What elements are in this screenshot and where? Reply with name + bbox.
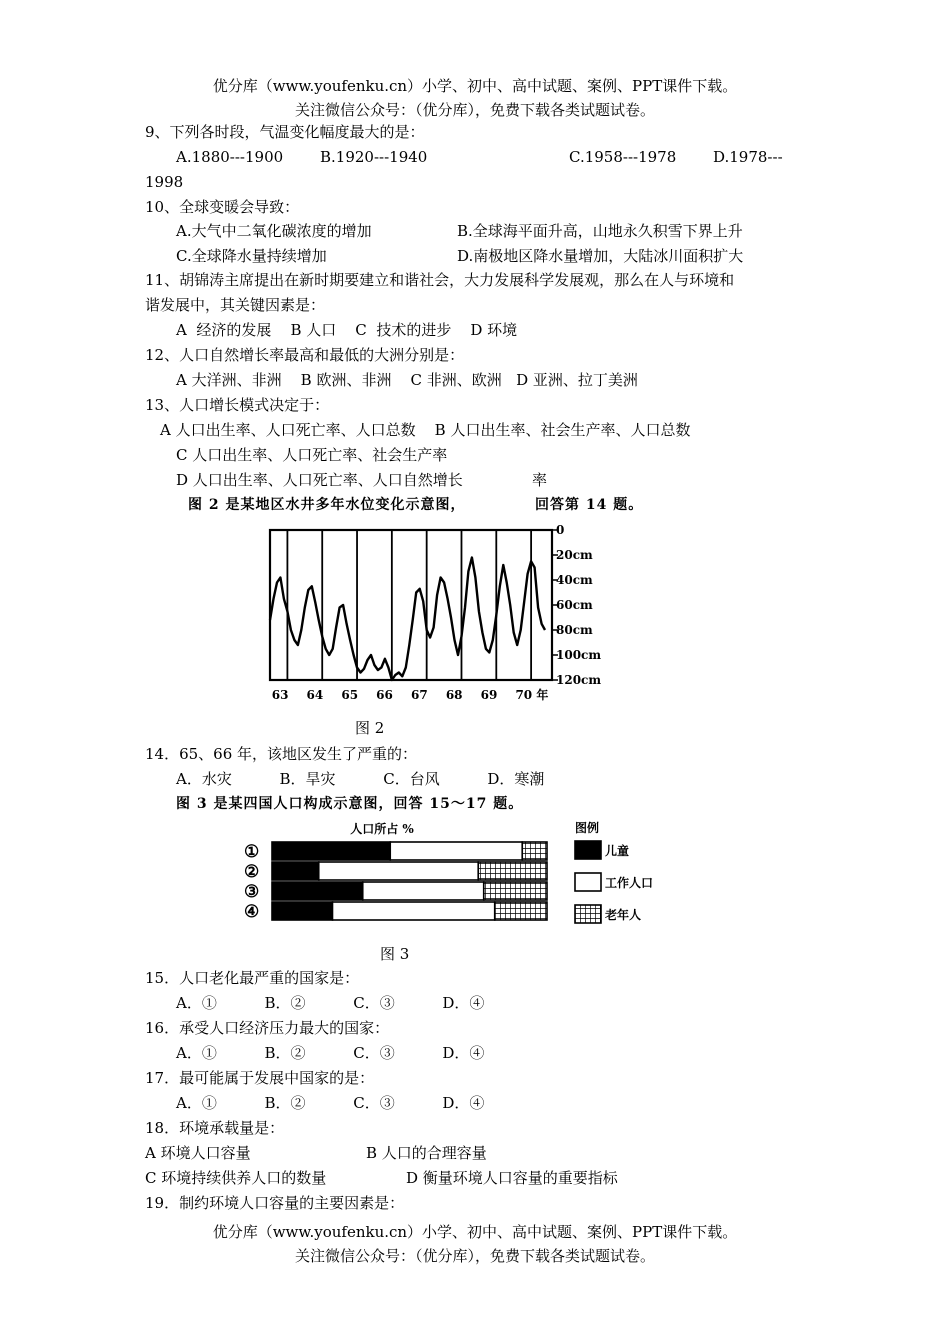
y-tick-label: 0 — [556, 523, 565, 537]
fig2-caption: 图 2 — [355, 719, 385, 737]
x-tick-label: 68 — [445, 688, 463, 702]
bar-segment-children — [272, 902, 333, 920]
footer-line-2: 关注微信公众号：（优分库），免费下载各类试题试卷。 — [294, 1247, 655, 1265]
x-tick-label: 67 — [411, 688, 428, 702]
q13-stem: 13、人口增长模式决定于： — [145, 396, 330, 414]
fig3-chart-title: 人口所占 % — [350, 822, 414, 836]
y-tick-label: 60cm — [556, 598, 593, 612]
y-tick-label: 40cm — [556, 573, 593, 587]
bar-segment-working — [319, 862, 479, 880]
q10-option-b: B.全球海平面升高，山地永久积雪下界上升 — [457, 222, 743, 240]
x-tick-label: 69 — [480, 688, 498, 702]
legend-label: 工作人口 — [605, 876, 654, 890]
fig2-intro-left: 图 2 是某地区水井多年水位变化示意图， — [188, 497, 466, 513]
population-structure-chart — [240, 818, 670, 930]
q17-stem: 17．最可能属于发展中国家的是： — [145, 1069, 375, 1087]
bar-segment-working — [333, 902, 495, 920]
q10-stem: 10、全球变暖会导致： — [145, 198, 300, 216]
y-tick-label: 100cm — [556, 648, 602, 662]
q18-option-d: D 衡量环境人口容量的重要指标 — [406, 1169, 618, 1187]
x-tick-label: 66 — [376, 688, 393, 702]
fig2-intro-right: 回答第 14 题。 — [535, 497, 644, 513]
q13-option-c: C 人口出生率、人口死亡率、社会生产率 — [176, 446, 448, 464]
header-line-2: 关注微信公众号：（优分库），免费下载各类试题试卷。 — [294, 101, 655, 119]
q10-option-d: D.南极地区降水量增加，大陆冰川面积扩大 — [457, 247, 744, 265]
q18-option-a: A 环境人口容量 — [145, 1144, 251, 1162]
q18-option-b: B 人口的合理容量 — [366, 1144, 487, 1162]
q17-options: A．① B．② C．③ D．④ — [176, 1094, 485, 1112]
country-label: ③ — [244, 882, 260, 902]
country-label: ② — [244, 862, 260, 882]
q11-stem-2: 谐发展中，其关键因素是： — [145, 296, 326, 314]
bar-segment-working — [390, 842, 522, 860]
q9-stem: 9、下列各时段，气温变化幅度最大的是： — [145, 123, 425, 141]
bar-segment-children — [272, 842, 390, 860]
q13-option-d-tail: 率 — [532, 471, 548, 489]
q9-option-d: D.1978--- — [713, 148, 783, 166]
q18-option-c: C 环境持续供养人口的数量 — [145, 1169, 327, 1187]
q9-option-a: A.1880---1900 — [176, 148, 284, 166]
x-tick-label: 70 年 — [515, 688, 549, 702]
bar-segment-children — [272, 862, 319, 880]
bar-segment-elderly — [484, 882, 547, 900]
country-label: ④ — [244, 902, 260, 922]
legend-swatch — [575, 841, 601, 859]
y-tick-label: 20cm — [556, 548, 593, 562]
q10-option-a: A.大气中二氧化碳浓度的增加 — [176, 222, 372, 240]
q19-stem: 19．制约环境人口容量的主要因素是： — [145, 1194, 405, 1212]
y-tick-label: 80cm — [556, 623, 593, 637]
q14-options: A．水灾 B．旱灾 C．台风 D．寒潮 — [176, 770, 545, 788]
q11-options: A 经济的发展 B 人口 C 技术的进步 D 环境 — [176, 321, 518, 339]
bar-segment-elderly — [478, 862, 547, 880]
legend-label: 儿童 — [605, 844, 630, 858]
header-line-1: 优分库（www.youfenku.cn）小学、初中、高中试题、案例、PPT课件下载。 — [212, 77, 738, 95]
y-tick-label: 120cm — [556, 673, 602, 687]
q13-option-d: D 人口出生率、人口死亡率、人口自然增长 — [176, 471, 463, 489]
q15-stem: 15．人口老化最严重的国家是： — [145, 969, 360, 987]
bar-segment-elderly — [522, 842, 547, 860]
water-level-line — [270, 558, 545, 681]
fig3-caption: 图 3 — [380, 945, 410, 963]
q9-option-b: B.1920---1940 — [320, 148, 428, 166]
legend-swatch — [575, 873, 601, 891]
q13-option-ab: A 人口出生率、人口死亡率、人口总数 B 人口出生率、社会生产率、人口总数 — [160, 421, 691, 439]
country-label: ① — [244, 842, 260, 862]
q14-stem: 14．65、66 年，该地区发生了严重的： — [145, 745, 418, 763]
footer-line-1: 优分库（www.youfenku.cn）小学、初中、高中试题、案例、PPT课件下载。 — [212, 1223, 738, 1241]
bar-segment-elderly — [495, 902, 547, 920]
q10-option-c: C.全球降水量持续增加 — [176, 247, 327, 265]
fig3-intro: 图 3 是某四国人口构成示意图，回答 15～17 题。 — [176, 796, 524, 812]
x-tick-label: 63 — [271, 688, 289, 702]
q9-option-d-cont: 1998 — [145, 173, 184, 191]
water-level-chart — [250, 512, 610, 704]
fig3-legend-title: 图例 — [575, 821, 600, 835]
q11-stem-1: 11、胡锦涛主席提出在新时期要建立和谐社会，大力发展科学发展观，那么在人与环境和 — [145, 271, 735, 289]
legend-label: 老年人 — [605, 908, 642, 922]
q9-option-c: C.1958---1978 — [569, 148, 677, 166]
x-tick-label: 64 — [306, 688, 324, 702]
q16-options: A．① B．② C．③ D．④ — [176, 1044, 485, 1062]
bar-segment-working — [363, 882, 484, 900]
bar-segment-children — [272, 882, 363, 900]
q15-options: A．① B．② C．③ D．④ — [176, 994, 485, 1012]
x-tick-label: 65 — [341, 688, 359, 702]
q12-stem: 12、人口自然增长率最高和最低的大洲分别是： — [145, 346, 465, 364]
q18-stem: 18．环境承载量是： — [145, 1119, 285, 1137]
q16-stem: 16．承受人口经济压力最大的国家： — [145, 1019, 390, 1037]
q12-options: A 大洋洲、非洲 B 欧洲、非洲 C 非洲、欧洲 D 亚洲、拉丁美洲 — [176, 371, 638, 389]
legend-swatch — [575, 905, 601, 923]
